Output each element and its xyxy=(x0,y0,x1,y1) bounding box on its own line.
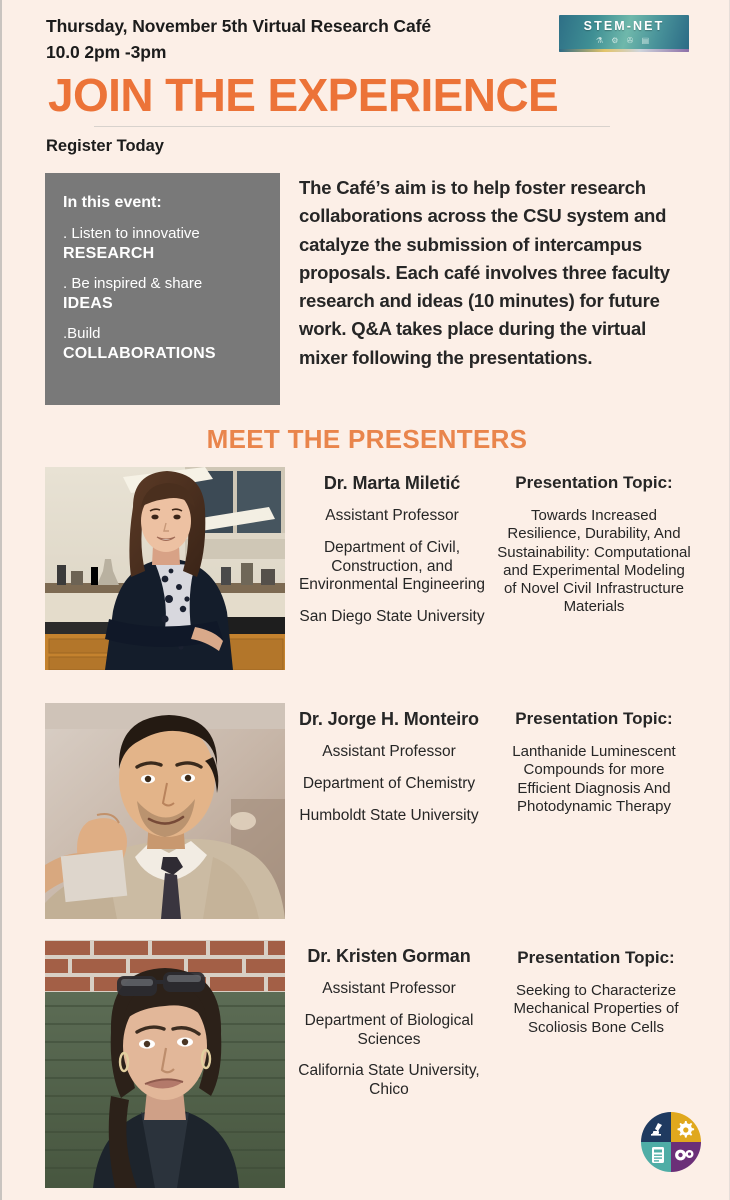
gear-icon xyxy=(678,1121,695,1138)
presenter-department: Department of Biological Sciences xyxy=(304,1011,474,1048)
stem-quadrant-logo xyxy=(641,1112,701,1172)
register-callout: Register Today xyxy=(46,137,164,155)
presentation-topic-text: Towards Increased Resilience, Durability, And Sustainability: Computational and Experimental Modeling of Novel Civil Infrastructure Materials xyxy=(497,507,691,616)
in-this-event-item xyxy=(63,325,262,364)
page-title: JOIN THE EXPERIENCE xyxy=(48,69,559,121)
presenter-info xyxy=(284,709,494,838)
in-this-event-item-strong: IDEAS xyxy=(63,295,113,313)
in-this-event-item xyxy=(63,225,262,264)
presentation-topic-text: Lanthanide Luminescent Compounds for more Efficient Diagnosis And Photodynamic Therapy xyxy=(512,743,676,815)
presenter-photo xyxy=(45,940,285,1188)
in-this-event-item-lead: . Listen to innovative xyxy=(63,225,200,243)
stem-net-logo xyxy=(559,15,689,52)
in-this-event-item xyxy=(63,275,262,314)
presenters-heading: MEET THE PRESENTERS xyxy=(206,424,528,454)
presenter-title: Assistant Professor xyxy=(322,980,456,997)
event-date-line: Thursday, November 5th Virtual Research Café xyxy=(46,16,431,36)
presenter-name: Dr. Jorge H. Monteiro xyxy=(299,709,479,729)
presenter-department: Department of Chemistry xyxy=(302,774,476,792)
event-description: The Café’s aim is to help foster research collaborations across the CSU system and catalyze the submission of intercampus proposals. Each café involves three faculty research and ideas (10 minutes) for future work. Q&A takes place during the virtual mixer following the presentations. xyxy=(299,177,670,368)
presenter-institution: Humboldt State University xyxy=(299,806,479,824)
event-time-line: 10.0 2pm -3pm xyxy=(46,41,167,62)
presenter-photo xyxy=(45,467,285,670)
in-this-event-item-lead: .Build xyxy=(63,325,101,343)
stem-net-logo-text: STEM-NET xyxy=(583,19,665,33)
event-header xyxy=(46,14,546,66)
presentation-topic-text: Seeking to Characterize Mechanical Properties of Scoliosis Bone Cells xyxy=(513,982,679,1036)
presentation-topic-label: Presentation Topic: xyxy=(517,948,675,967)
presenter-photo xyxy=(45,703,285,919)
presenter-info xyxy=(282,946,496,1113)
presenter-title: Assistant Professor xyxy=(322,743,456,760)
stem-net-logo-bar xyxy=(559,49,689,52)
presenter-name: Dr. Kristen Gorman xyxy=(307,946,471,966)
presenter-topic xyxy=(500,948,692,1037)
in-this-event-box xyxy=(45,173,280,405)
book-icon xyxy=(652,1147,664,1163)
stem-net-logo-icons: ⚗ ⚙ ✇ ▤ xyxy=(595,36,653,45)
presenter-institution: California State University, Chico xyxy=(298,1062,480,1098)
presenter-topic xyxy=(496,473,692,617)
presenter-info xyxy=(294,473,490,640)
presentation-topic-label: Presentation Topic: xyxy=(515,473,673,492)
in-this-event-item-strong: RESEARCH xyxy=(63,245,155,263)
in-this-event-item-strong: COLLABORATIONS xyxy=(63,345,216,363)
presentation-topic-label: Presentation Topic: xyxy=(515,709,673,728)
in-this-event-item-lead: . Be inspired & share xyxy=(63,275,203,293)
presenter-institution: San Diego State University xyxy=(299,608,485,625)
in-this-event-heading: In this event: xyxy=(63,194,162,211)
presenter-name: Dr. Marta Miletić xyxy=(323,473,461,493)
presenter-topic xyxy=(496,709,692,816)
presenter-department: Department of Civil, Construction, and Environmental Engineering xyxy=(298,538,486,594)
title-divider xyxy=(94,126,610,127)
presenter-title: Assistant Professor xyxy=(325,507,459,524)
